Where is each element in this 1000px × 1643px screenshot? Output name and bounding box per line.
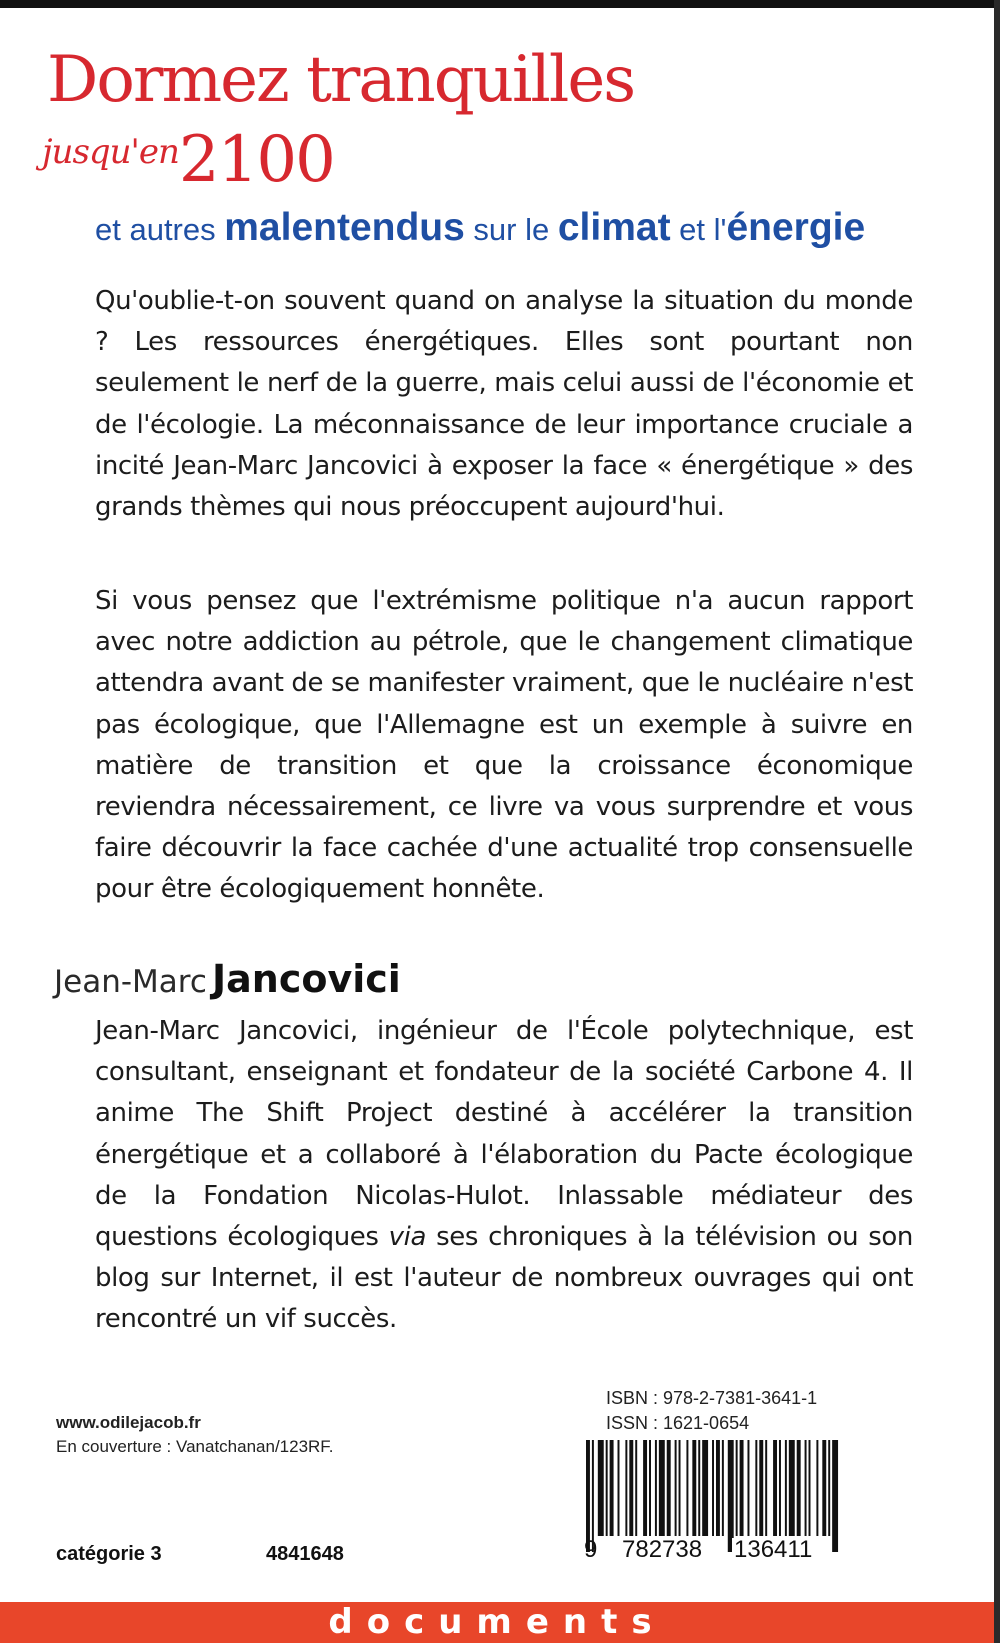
barcode-bar bbox=[692, 1440, 696, 1536]
product-code: 4841648 bbox=[266, 1543, 344, 1565]
barcode-bar bbox=[779, 1440, 781, 1536]
barcode-bar bbox=[698, 1440, 700, 1536]
barcode-bar bbox=[712, 1440, 714, 1536]
author-last-name: Jancovici bbox=[212, 957, 401, 1001]
barcode-bar bbox=[702, 1440, 708, 1536]
barcode-bar bbox=[765, 1440, 767, 1536]
bio-italic: via bbox=[388, 1222, 426, 1253]
barcode-bar bbox=[785, 1440, 787, 1536]
barcode-bar bbox=[716, 1440, 720, 1536]
footer-band bbox=[0, 1602, 994, 1643]
barcode-bar bbox=[659, 1440, 665, 1536]
author-first-name: Jean-Marc bbox=[54, 964, 207, 1000]
subtitle-part: énergie bbox=[726, 206, 866, 249]
subtitle-part: malentendus bbox=[224, 206, 465, 249]
isbn-text: ISBN : 978-2-7381-3641-1 bbox=[606, 1388, 818, 1408]
barcode-digits-right: 136411 bbox=[734, 1536, 813, 1563]
barcode-bar bbox=[740, 1440, 744, 1536]
book-title-line1: Dormez tranquilles bbox=[47, 43, 635, 117]
barcode-bar bbox=[789, 1440, 795, 1536]
barcode-bar bbox=[606, 1440, 608, 1536]
barcode-bar bbox=[747, 1440, 749, 1536]
book-subtitle bbox=[95, 208, 865, 247]
barcode-bar bbox=[649, 1440, 651, 1536]
cover-credit: En couverture : Vanatchanan/123RF. bbox=[56, 1437, 334, 1456]
barcode-bar bbox=[679, 1440, 681, 1536]
barcode-bar bbox=[759, 1440, 763, 1536]
title-year: 2100 bbox=[178, 123, 334, 197]
title-jusqu-en: jusqu'en bbox=[42, 132, 179, 172]
book-title-line2 bbox=[42, 123, 334, 197]
footer-label: documents bbox=[328, 1602, 666, 1642]
barcode-bar bbox=[635, 1440, 637, 1536]
barcode-bar bbox=[722, 1440, 724, 1536]
barcode-digit-first: 9 bbox=[584, 1536, 598, 1563]
barcode-bar bbox=[809, 1440, 811, 1536]
barcode-bar bbox=[736, 1440, 738, 1536]
barcode-bar bbox=[822, 1440, 826, 1536]
bio-text: Jean-Marc Jancovici, ingénieur de l'École polytechnique, est consultant, enseignant et fondateur de la société Carbone 4. Il anime The Shift Project destiné à accélérer la transition énergétique et a collaboré à l'élaboration du Pacte écologique de la Fondation Nicolas-Hulot. Inlassable médiateur des questions écologiques bbox=[95, 1016, 913, 1253]
top-edge bbox=[0, 0, 1000, 8]
subtitle-part: sur le bbox=[464, 212, 558, 247]
category-label: catégorie 3 bbox=[56, 1543, 162, 1565]
barcode-bar bbox=[610, 1440, 614, 1536]
barcode-bar bbox=[598, 1440, 604, 1536]
blurb-paragraph-1: Qu'oublie-t-on souvent quand on analyse la situation du monde ? Les ressources énergétiques. Elles sont pourtant non seulement le nerf de la guerre, mais celui aussi de l'économie et de l'écologie. La méconnaissance de leur importance cruciale a incité Jean-Marc Jancovici à exposer la face « énergétique » des grands thèmes qui nous préoccupent aujourd'hui. bbox=[95, 286, 913, 523]
barcode-bar bbox=[667, 1440, 671, 1536]
barcode-bar bbox=[832, 1440, 838, 1552]
barcode-bar bbox=[686, 1440, 688, 1536]
barcode-bar bbox=[805, 1440, 807, 1536]
barcode-bar bbox=[629, 1440, 633, 1536]
right-edge bbox=[994, 0, 1000, 1643]
barcode-bar bbox=[618, 1440, 620, 1536]
blurb-paragraph-2: Si vous pensez que l'extrémisme politique n'a aucun rapport avec notre addiction au pétrole, que le changement climatique attendra avant de se manifester vraiment, que le nucléaire n'est pas écologique, que l'Allemagne est un exemple à suivre en matière de transition et que la croissance économique reviendra nécessairement, ce livre va vous surprendre et vous faire découvrir la face cachée d'une actualité trop consensuelle pour être écologiquement honnête. bbox=[95, 586, 914, 905]
issn-text: ISSN : 1621-0654 bbox=[606, 1413, 750, 1433]
author-name bbox=[54, 957, 401, 1001]
subtitle-part: et autres bbox=[95, 212, 225, 247]
barcode-digits-left: 782738 bbox=[622, 1536, 703, 1563]
publisher-website[interactable]: www.odilejacob.fr bbox=[56, 1413, 201, 1432]
barcode-bar bbox=[828, 1440, 830, 1536]
barcode-bar bbox=[755, 1440, 757, 1536]
barcode-bar bbox=[773, 1440, 777, 1536]
author-bio bbox=[95, 1011, 913, 1341]
barcode-bar bbox=[625, 1440, 627, 1536]
subtitle-part: climat bbox=[557, 206, 671, 249]
barcode-bar bbox=[728, 1440, 734, 1552]
barcode-bar bbox=[816, 1440, 818, 1536]
barcode-bar bbox=[797, 1440, 801, 1536]
barcode-bar bbox=[675, 1440, 677, 1536]
subtitle-part: et l' bbox=[670, 212, 727, 247]
barcode-bar bbox=[655, 1440, 657, 1536]
barcode-bar bbox=[643, 1440, 647, 1536]
bio-text-end: ses chroniques à la télévision ou son blog sur Internet, il est l'auteur de nombreux ouvrages qui ont rencontré un vif succès. bbox=[95, 1222, 913, 1335]
